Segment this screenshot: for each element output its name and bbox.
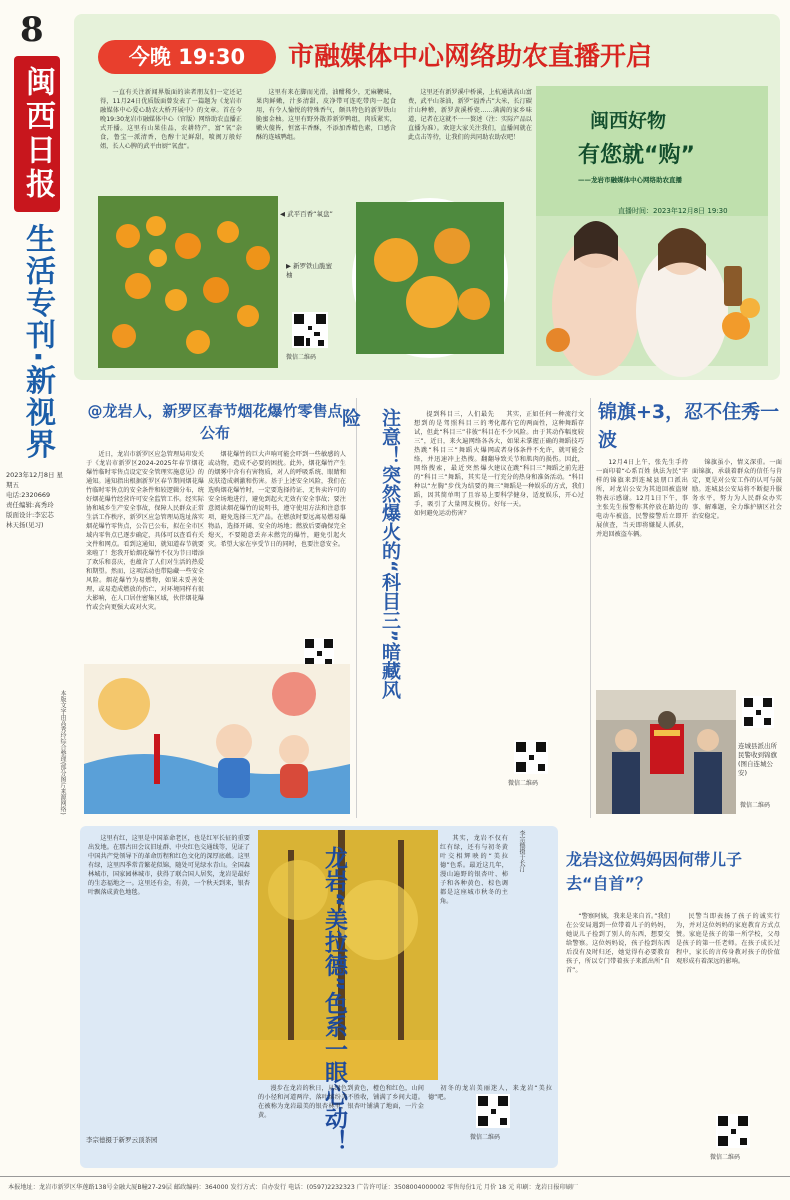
qr-code-icon <box>716 1114 750 1148</box>
promo-time: 直播时间：2023年12月8日 19:30 <box>618 207 728 215</box>
promo-title-line-2: 有您就“购” <box>578 143 695 168</box>
column-rule <box>356 398 357 818</box>
column-rule <box>590 398 591 818</box>
pomelo-image <box>356 202 504 354</box>
firework-cartoon <box>84 664 350 814</box>
story3-column-2: 其实，正如任何一种流行文化都有它的两面性，这种舞蹈存在不少风险。由于其动作幅度较大，如果未掌握正确的舞蹈技巧或者身体条件不允许，就可能会导致关节和肌肉的损伤。因此，建议在跳“科目三”舞蹈之前先进行充分的热身和准备活动。“科目三”舞蹈是一种娱乐的方式，我们要科学健身，适度娱乐，开心过好每一天。 <box>494 411 584 508</box>
banner-column-2: 这里有来在脚而光滑，油酣稀少，无麻鞭味，果肉鲜嫩，汁多清甜，皮净带可连吃带肉一起食用，有令人愉悦的特殊香气，颇具特色的新罗铁山脆蜜金柚。这里有野外散养新罗鸭组，肉质紧实，嫩火傻皆，恒富丰香酥，不添加香精色素，口感含酥的连城鸭组。 <box>256 89 396 141</box>
story3-column-1: 提到科目三，人们最先想到的是驾照科目三的考试，但此“科目三”非彼“科目三”，近日，来火遍网络各各热跳“科目三”舞蹈火爆网络，并迅速冲上热搜。翻翻网络搜索，最近突然爆火的“科目三”舞蹈，其实是一种以“左胸”步伐为结要的舞蹈，因其简单明了且容易上手，吸引了大量网友模仿。如何避免运动伤害？ <box>414 411 494 517</box>
police-image <box>596 690 736 814</box>
story4-headline: 锦旗+3，忍不住秀一波 <box>598 401 780 451</box>
live-time-badge: 今晚 19:30 <box>98 40 276 74</box>
banner-qr-code[interactable] <box>292 312 328 348</box>
police-banner-photo <box>596 690 736 814</box>
story4-qr-label: 微信二维码 <box>740 802 771 809</box>
qr-code-icon <box>514 740 548 774</box>
story4-qr-code[interactable] <box>742 696 774 728</box>
issue-editor: 责任编辑:高秀玲 <box>6 501 54 509</box>
story3-headline: 注意！突然爆火的“科目三”暗藏风险 <box>339 408 401 699</box>
issue-proofreader: 林天扬(见习) <box>6 521 44 529</box>
story5-column-1: 这里有红，这里是中国革命老区，也是红军长征的重要出发地。在那古田会议旧址群、中央红色交通线等，见证了中国共产党领导下的革命历程和红色文化的深厚底蕴。这里有绿，这里四季常青繁花似锦，随处可见绿水青山。全国森林城市，国家园林城市，获得了联合国人居奖，龙岩是最好的生态福地之一。这里还有金，有黄，一个秋天到来，银杏叶飘落成黄色地毯。 <box>88 835 250 896</box>
page-footer: 本报地址：龙岩市新罗区华莲路138号金融大厦B幢27-29层 邮政编码：364000 发行方式：自办发行 电话：(0597)2232323 广告许可证：3508004000002 零售每份1元 月价 18 元 印刷：龙岩日报印刷厂 <box>0 1176 790 1200</box>
issue-phone: 电话:2320669 <box>6 491 51 499</box>
story6-column-2: 民警当即表扬了孩子的诚实行为，并对这位妈妈的家庭教育方式点赞。家庭是孩子的第一所学校，父母是孩子的第一任老师。在孩子成长过程中，家长的言传身教对孩子的价值观形成有着深远的影响。 <box>676 913 780 965</box>
story5-qr-label: 微信二维码 <box>470 1134 501 1141</box>
page-credit: 本版文字由高秀玲综合整理(部分图片来源网络) <box>59 690 66 815</box>
qr-code-icon <box>476 1094 510 1128</box>
qr-code-icon <box>742 696 774 728</box>
story2-column-1: 近日，龙岩市新罗区应急管理局印发关于《龙岩市新罗区2024-2025年春节烟花爆竹临时零售点设定安全管理实施意见》的通知。通知指出根据新罗区春节期间烟花爆竹临时零售点的安全条件和较逻辑分布，统好烟花爆竹经营许可安全监管工作。经实际协和城乡生产安全事故，保障人民群众正常生活工作秩序，新罗区应急管理局选址落实烟花爆竹零售点，公告已公布，拟在全市区域内零售点已逐步确定，具体可以查看有关文件和网点。看到这通知，就知道春节就要来啦了！您我开始烟花爆竹不仅为节日增添了欢乐和喜庆，也蕴含了人们对生活的热爱和期望。然而，这项活动也带隐藏一些安全风险。烟花爆竹为易燃物，如果未妥善处理，或易造成燃放的伤亡，对环境同样有很大影响，在人口居住密集区域，伙伴烟花爆竹或会向更强大或对火灾。 <box>86 451 204 611</box>
page-number: 8 <box>20 10 44 50</box>
banner-headline: 市融媒体中心网络助农直播开启 <box>288 42 653 72</box>
qr-code-icon <box>292 312 328 348</box>
story2-headline: @龙岩人，新罗区春节烟花爆竹零售点公布 <box>87 402 343 442</box>
story2-column-2: 烟花爆竹的巨大声响可能会吓到一些敏感的人或动物，造成不必要的困扰。此外，烟花爆竹产生的烟雾中含有有害物质，对人的呼吸系统、眼睛和皮肤造成刺激和伤害。基于上述安全风险，我们在选购烟花爆竹时，一定要选择持证、无售卖许可的安全场地进行，避免到起火无效有安全事故；要注意阅读烟花爆竹的说明书，遵守使用方法和注意事项，避免选择三无产品。在燃放时要远离易燃易爆物品，选择开阔、安全的场地；燃放后要确保完全熄灭，不要随意丢弃未燃完的爆竹，避免引起火灾。希望大家在享受节日的同时，也要注意安全。 <box>208 451 346 548</box>
orange-photo-caption: ◀ 武平百香“氧盘” <box>280 210 333 218</box>
story5-column-4: 初冬的龙岩美丽迷人，来龙岩“美拉德”吧。 <box>428 1085 552 1101</box>
pomelo-photo <box>352 198 508 358</box>
story5-column-3: 漫步在龙岩的秋日，从绿色到黄色，橙色和红色，山间的小径和河道两岸，落叶缤纷美不胜收，铺满了乡间大道。在被称为龙岩最美的银杏林里，银杏叶铺满了地面，一片金黄。 <box>258 1085 424 1119</box>
tea-garden-caption: 李宗德摄于新罗云顶茶园 <box>86 1136 158 1144</box>
story5-column-2: 其实，龙岩不仅有红有绿，还有与初冬黄叶交相辉映的“美拉德”色系。最近这几年，漫山遍野的银杏叶、柿子和各种黄色、棕色调都是这座城市秋冬的主角。 <box>440 835 508 905</box>
story5-headline: 龙岩“美拉德”色系一眼心动！ <box>321 846 347 1153</box>
story4-column-2: 锦旗虽小，情义深重。一面面锦旗，承载着群众的信任与肯定，更是对公安工作的认可与鼓励。连城县公安局将不断提升服务水平，努力为人民群众办实事、解难题，全力维护辖区社会治安稳定。 <box>692 459 782 520</box>
orange-tree-photo <box>98 196 278 368</box>
promo-title-line-1: 闽西好物 <box>590 110 667 132</box>
story6-headline: 龙岩这位妈妈因何带儿子去“自首”？ <box>566 850 743 893</box>
issue-meta <box>6 470 68 530</box>
issue-date: 2023年12月8日 星期五 <box>6 471 64 489</box>
issue-designer: 版面设计:李宏芯 <box>6 511 54 519</box>
story6-column-1: “警察阿姨，我来是来自首。”我们在公安局遇到一位带着儿子的妈妈，她说儿子捡到了别人的东西，想要交给警察。这位妈妈说，孩子捡到东西后没有及时归还，她觉得有必要教育孩子，所以专门带着孩子来派出所“自首”。 <box>566 913 670 974</box>
ginkgo-photo-caption: 李宗德摄于长汀 <box>518 830 525 872</box>
banner-column-3: 这里还有新罗溪中桥溪，上杭通洪高山富费，武平山茶油，新罗“福香占”大米，长汀碳汁山种稽，新罗黄溪桥瓷……满满的家乡味道，记者在这就不一一赘述（注：实际产品以直播为准）。欢迎大家关注我们，直播间就在此点击等待，让我们的共同助农助农吧！ <box>408 89 532 141</box>
promo-subtitle: ——龙岩市融媒体中心网络助农直播 <box>578 176 682 184</box>
story6-qr-label: 微信二维码 <box>710 1154 741 1161</box>
banner-qr-label: 微信二维码 <box>286 354 317 361</box>
firework-illustration <box>84 664 350 814</box>
story6-qr-code[interactable] <box>716 1114 750 1148</box>
section-title: 生活专刊·新视界 <box>20 223 55 461</box>
orange-tree-image <box>98 196 278 368</box>
newspaper-logo: 闽西日报 <box>14 56 60 212</box>
story4-column-1: 12月4日上午，张先生手持一面印着“心系百姓 执法为民”字样的锦旗来到连城县朋口派出所，对龙岩公安为其追回被盗财物表示感谢。12月1日下午，事主张先生报警称其停放在路边的电动车被盗，民警接警后立即开展侦查，当天即将嫌疑人抓获，并追回被盗车辆。 <box>596 459 688 538</box>
story3-qr-label: 微信二维码 <box>508 780 539 787</box>
story5-qr-code[interactable] <box>476 1094 510 1128</box>
police-photo-caption: 连城县派出所民警收到锦旗(图自连城公安) <box>738 742 777 777</box>
banner-column-1: 一直有关注新闻界版面的读者朋友们一定还记得，11月24日优质版面曾发表了一篇题为《龙岩市融媒体中心爱心助农大桥开展中》的文章。首在今晚19:30龙岩市融媒体中心（官版）网络助农直播正式开播。这里有山果佳品，农耕特产，富“氧”杂食，鲁宝一派清香，色醇十足鲜甜，喷闽万般好姐，长人心脾的武平由厨“氧盘”。 <box>100 89 242 150</box>
pomelo-photo-caption: ▶ 新罗铁山脆蜜柚 <box>286 262 333 279</box>
story3-qr-code[interactable] <box>514 740 548 774</box>
